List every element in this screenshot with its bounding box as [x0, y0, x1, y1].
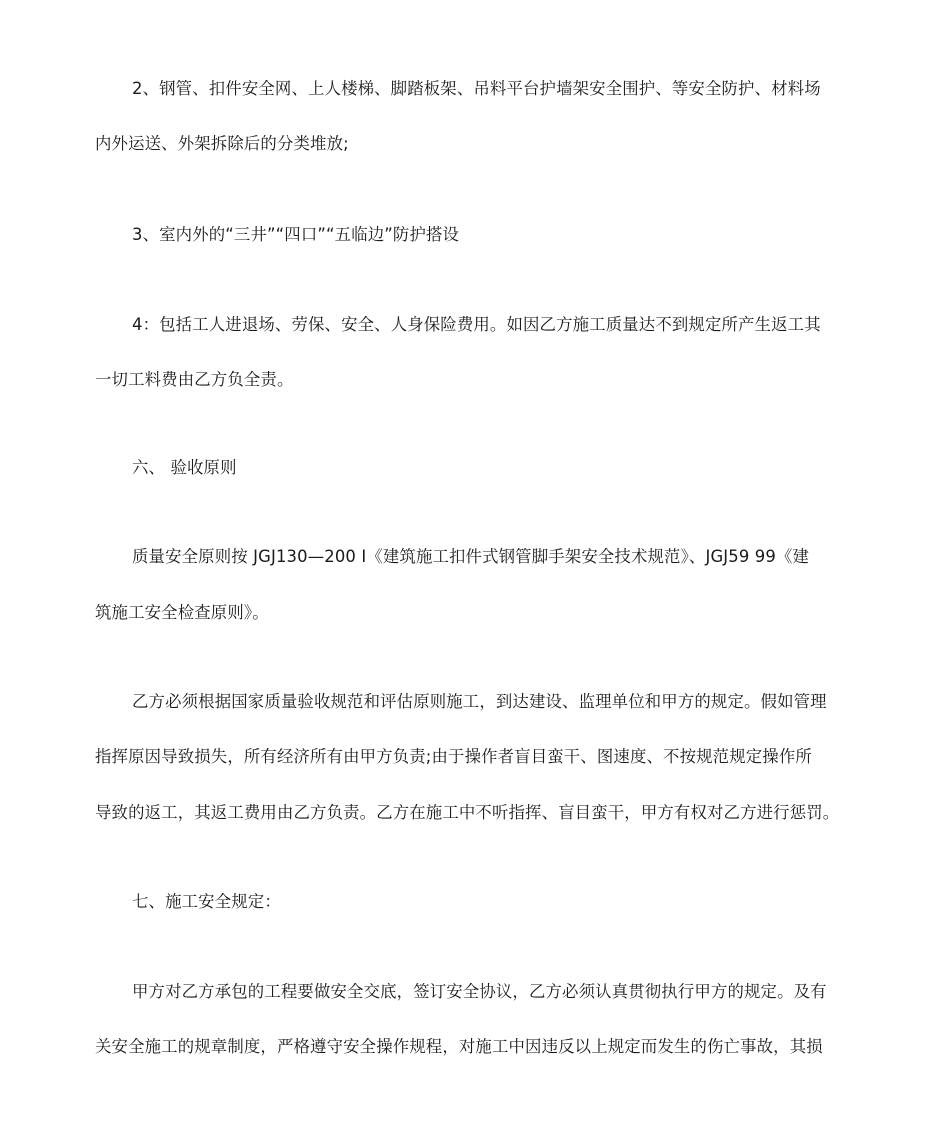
- paragraph-3-line-1: 4：包括工人进退场、劳保、安全、人身保险费用。如因乙方施工质量达不到规定所产生返工其: [132, 315, 821, 334]
- paragraph-6-line-1: 乙方必须根据国家质量验收规范和评估原则施工，到达建设、监理单位和甲方的规定。假如管理: [132, 692, 827, 711]
- paragraph-2-line-1: 3、室内外的“三井”“四口”“五临边”防护搭设: [132, 225, 460, 244]
- paragraph-5-line-2: 筑施工安全检查原则》。: [95, 603, 269, 622]
- paragraph-1-line-2: 内外运送、外架拆除后的分类堆放;: [95, 134, 349, 153]
- paragraph-8-line-1: 甲方对乙方承包的工程要做安全交底，签订安全协议，乙方必须认真贯彻执行甲方的规定。及有: [132, 982, 827, 1001]
- section-heading-safety: 七、施工安全规定：: [132, 892, 281, 911]
- paragraph-6-line-3: 导致的返工，其返工费用由乙方负责。乙方在施工中不听指挥、盲目蛮干，甲方有权对乙方进行惩罚。: [95, 803, 840, 822]
- paragraph-5-line-1: 质量安全原则按 JGJ130—200 I《建筑施工扣件式钢管脚手架安全技术规范》、JGJ59 99《建: [132, 547, 810, 566]
- paragraph-1-line-1: 2、钢管、扣件安全网、上人楼梯、脚踏板架、吊料平台护墙架安全围护、等安全防护、材料场: [132, 79, 821, 98]
- paragraph-6-line-2: 指挥原因导致损失，所有经济所有由甲方负责;由于操作者盲目蛮干、图速度、不按规范规定操作所: [95, 747, 812, 766]
- paragraph-3-line-2: 一切工料费由乙方负全责。: [95, 370, 294, 389]
- section-heading-acceptance: 六、 验收原则: [132, 458, 237, 477]
- paragraph-8-line-2: 关安全施工的规章制度，严格遵守安全操作规程，对施工中因违反以上规定而发生的伤亡事故，其损: [95, 1037, 823, 1056]
